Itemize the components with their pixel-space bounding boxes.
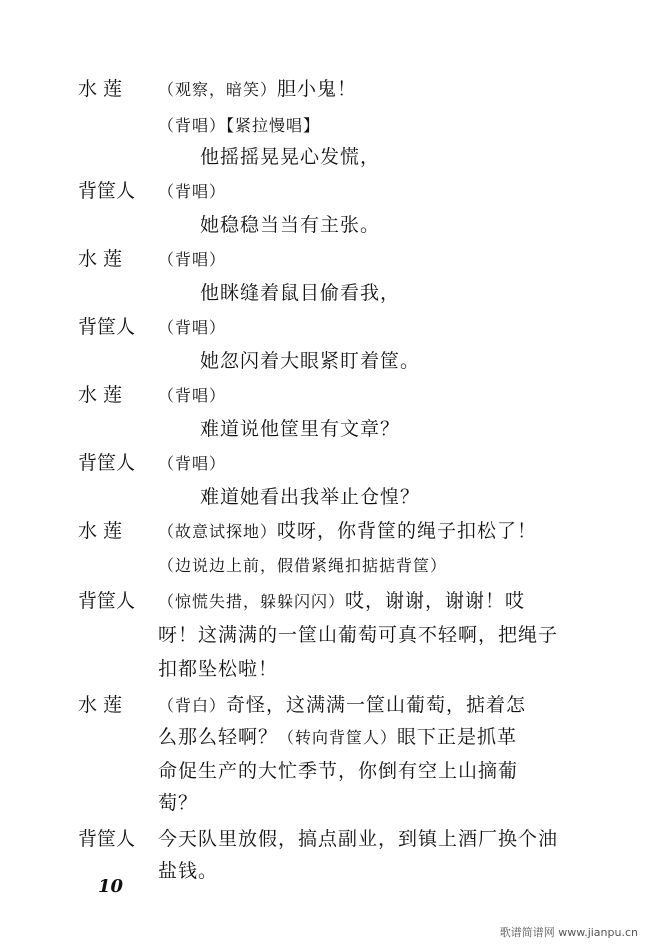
line-text xyxy=(158,618,558,652)
sung-text: 她稳稳当当有主张。 xyxy=(200,214,381,236)
speaker-name xyxy=(78,344,156,378)
spoken-text: 么那么轻啊？ xyxy=(158,726,279,748)
line-text xyxy=(158,378,226,412)
spoken-text: 今天队里放假，搞点副业，到镇上酒厂换个油 xyxy=(158,828,559,850)
line-text xyxy=(158,174,226,208)
spoken-text: 萄？ xyxy=(158,792,199,814)
speaker-name: 背筐人 xyxy=(78,180,136,202)
line-text xyxy=(158,108,320,142)
spoken-text: 盐钱。 xyxy=(158,860,219,882)
stage-direction: （背白） xyxy=(158,696,227,715)
speaker-name xyxy=(78,754,156,788)
sung-text: 难道她看出我举止仓惶？ xyxy=(200,486,421,508)
speaker-name xyxy=(78,548,156,582)
speaker-name: 水 莲 xyxy=(78,248,123,270)
speaker-name xyxy=(78,786,156,820)
spoken-text: 扣都坠松啦！ xyxy=(158,658,279,680)
sung-text: 他摇摇晃晃心发慌， xyxy=(200,146,381,168)
line-text xyxy=(158,754,518,788)
line-text xyxy=(158,688,526,722)
line-text xyxy=(158,854,218,888)
speaker-name: 水 莲 xyxy=(78,78,123,100)
spoken-text: 命促生产的大忙季节，你倒有空上山摘葡 xyxy=(158,760,519,782)
speaker-name xyxy=(78,276,156,310)
site-watermark: 歌谱简谱网 www.jianpu.cn xyxy=(499,926,638,939)
stage-direction: （转向背筐人） xyxy=(278,728,398,747)
spoken-text: 奇怪，这满满一筐山葡萄，掂着怎 xyxy=(226,694,527,716)
speaker-name xyxy=(78,208,156,242)
line-text xyxy=(158,720,517,754)
stage-direction: （背唱） xyxy=(158,318,227,337)
stage-direction: （边说边上前，假借紧绳扣掂掂背筐） xyxy=(158,556,448,575)
line-text xyxy=(200,344,420,378)
line-text xyxy=(158,446,226,480)
speaker-name xyxy=(78,108,156,142)
speaker-name: 背筐人 xyxy=(78,590,136,612)
line-text xyxy=(200,276,400,310)
spoken-text: 眼下正是抓革 xyxy=(397,726,518,748)
speaker-name: 水 莲 xyxy=(78,694,123,716)
speaker-name xyxy=(78,140,156,174)
speaker-name xyxy=(78,618,156,652)
spoken-text: 哎，谢谢，谢谢！哎 xyxy=(345,590,526,612)
sung-text: 难道说他筐里有文章？ xyxy=(200,418,401,440)
sung-text: 他眯缝着鼠目偷看我， xyxy=(200,282,401,304)
line-text xyxy=(158,652,278,686)
stage-direction: （背唱）【紧拉慢唱】 xyxy=(158,116,321,135)
line-text xyxy=(158,514,537,548)
line-text xyxy=(200,412,400,446)
line-text xyxy=(200,140,380,174)
line-text xyxy=(200,480,420,514)
speaker-name xyxy=(78,480,156,514)
sung-text: 她忽闪着大眼紧盯着筐。 xyxy=(200,350,421,372)
stage-direction: （背唱） xyxy=(158,386,227,405)
speaker-name xyxy=(78,412,156,446)
line-text xyxy=(158,242,226,276)
spoken-text: 呀！这满满的一筐山葡萄可真不轻啊，把绳子 xyxy=(158,624,559,646)
line-text xyxy=(158,584,525,618)
stage-direction: （惊慌失措，躲躲闪闪） xyxy=(158,592,346,611)
page-number: 10 xyxy=(98,876,124,897)
line-text xyxy=(158,310,226,344)
speaker-name xyxy=(78,720,156,754)
line-text xyxy=(158,548,447,582)
speaker-name: 水 莲 xyxy=(78,520,123,542)
line-text xyxy=(158,822,558,856)
speaker-name xyxy=(78,652,156,686)
line-text xyxy=(158,786,198,820)
stage-direction: （观察，暗笑） xyxy=(158,80,278,99)
stage-direction: （背唱） xyxy=(158,454,227,473)
speaker-name: 背筐人 xyxy=(78,828,136,850)
stage-direction: （背唱） xyxy=(158,250,227,269)
spoken-text: 哎呀，你背筐的绳子扣松了！ xyxy=(277,520,538,542)
spoken-text: 胆小鬼！ xyxy=(277,78,358,100)
speaker-name: 背筐人 xyxy=(78,316,136,338)
line-text xyxy=(158,72,357,106)
speaker-name: 背筐人 xyxy=(78,452,136,474)
speaker-name: 水 莲 xyxy=(78,384,123,406)
line-text xyxy=(200,208,380,242)
stage-direction: （背唱） xyxy=(158,182,227,201)
stage-direction: （故意试探地） xyxy=(158,522,278,541)
